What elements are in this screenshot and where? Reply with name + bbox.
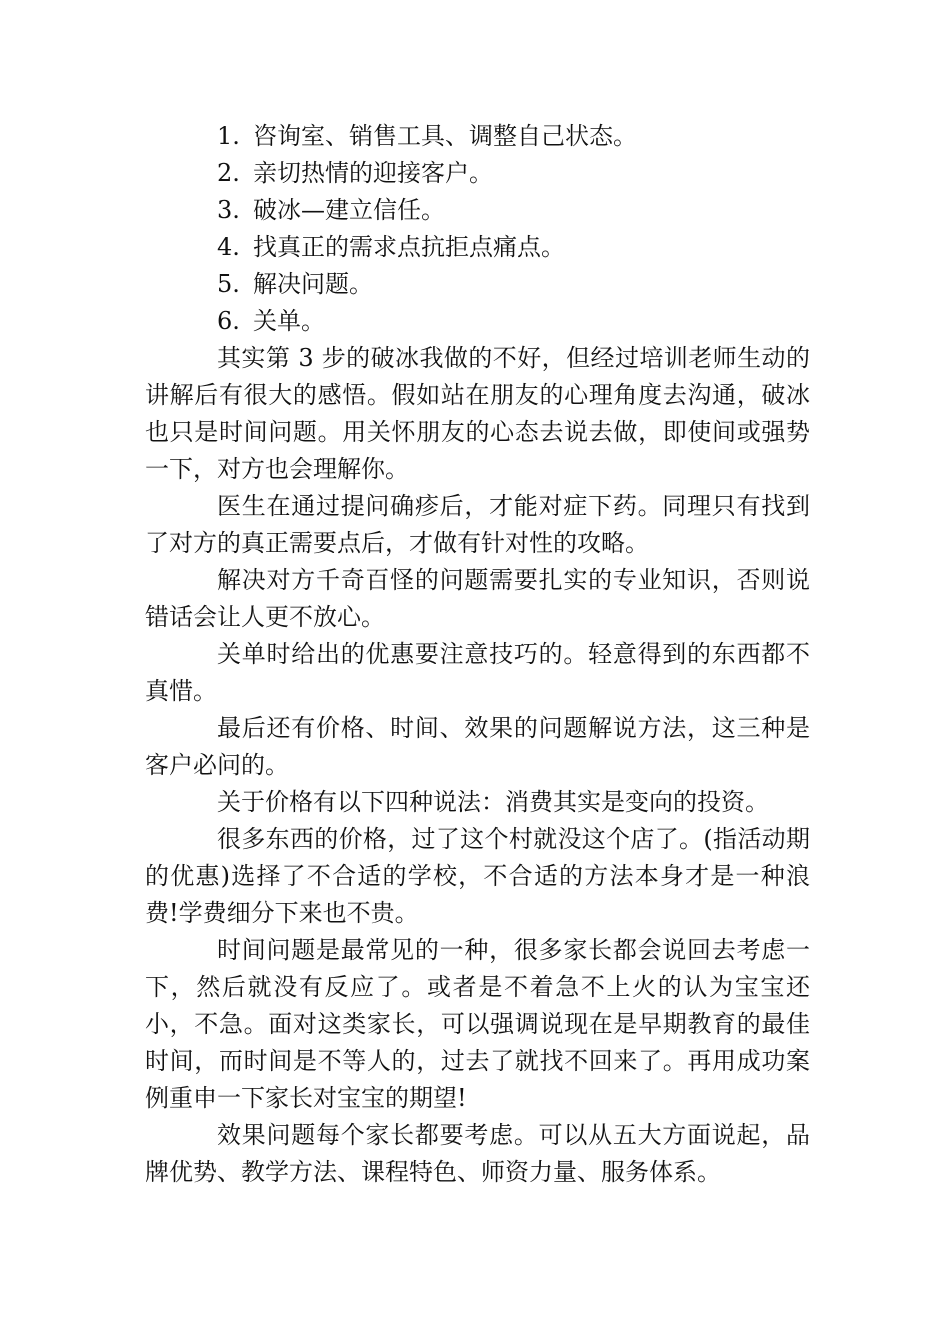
paragraph: 其实第 3 步的破冰我做的不好，但经过培训老师生动的讲解后有很大的感悟。假如站在朋友的心理角度去沟通，破冰也只是时间问题。用关怀朋友的心态去说去做，即使间或强势一下，对方也会理解你。 xyxy=(145,344,810,483)
paragraph: 最后还有价格、时间、效果的问题解说方法，这三种是客户必问的。 xyxy=(145,714,810,779)
list-text: 破冰—建立信任。 xyxy=(253,196,445,224)
list-item xyxy=(145,303,810,340)
list-item xyxy=(145,266,810,303)
paragraph: 时间问题是最常见的一种，很多家长都会说回去考虑一下，然后就没有反应了。或者是不着急不上火的认为宝宝还小，不急。面对这类家长，可以强调说现在是早期教育的最佳时间，而时间是不等人的，过去了就找不回来了。再用成功案例重申一下家长对宝宝的期望! xyxy=(145,936,810,1112)
paragraph: 效果问题每个家长都要考虑。可以从五大方面说起，品牌优势、教学方法、课程特色、师资力量、服务体系。 xyxy=(145,1121,810,1186)
list-text: 亲切热情的迎接客户。 xyxy=(253,159,493,187)
paragraph: 医生在通过提问确疹后，才能对症下药。同理只有找到了对方的真正需要点后，才做有针对性的攻略。 xyxy=(145,492,810,557)
list-text: 咨询室、销售工具、调整自己状态。 xyxy=(253,122,637,150)
list-text: 关单。 xyxy=(253,307,325,335)
document-body xyxy=(145,118,810,1191)
list-item xyxy=(145,229,810,266)
list-text: 解决问题。 xyxy=(253,270,373,298)
list-item xyxy=(145,192,810,229)
paragraph: 关于价格有以下四种说法：消费其实是变向的投资。 xyxy=(217,788,769,816)
paragraph: 解决对方千奇百怪的问题需要扎实的专业知识，否则说错话会让人更不放心。 xyxy=(145,566,810,631)
list-number: 1. xyxy=(217,122,240,150)
list-item xyxy=(145,155,810,192)
paragraph: 关单时给出的优惠要注意技巧的。轻意得到的东西都不真惜。 xyxy=(145,640,810,705)
list-text: 找真正的需求点抗拒点痛点。 xyxy=(253,233,565,261)
list-number: 4. xyxy=(217,233,240,261)
list-item xyxy=(145,118,810,155)
paragraph: 很多东西的价格，过了这个村就没这个店了。(指活动期的优惠)选择了不合适的学校，不合适的方法本身才是一种浪费!学费细分下来也不贵。 xyxy=(145,825,810,927)
list-number: 5. xyxy=(217,270,240,298)
list-number: 6. xyxy=(217,307,240,335)
list-number: 2. xyxy=(217,159,240,187)
list-number: 3. xyxy=(217,196,240,224)
